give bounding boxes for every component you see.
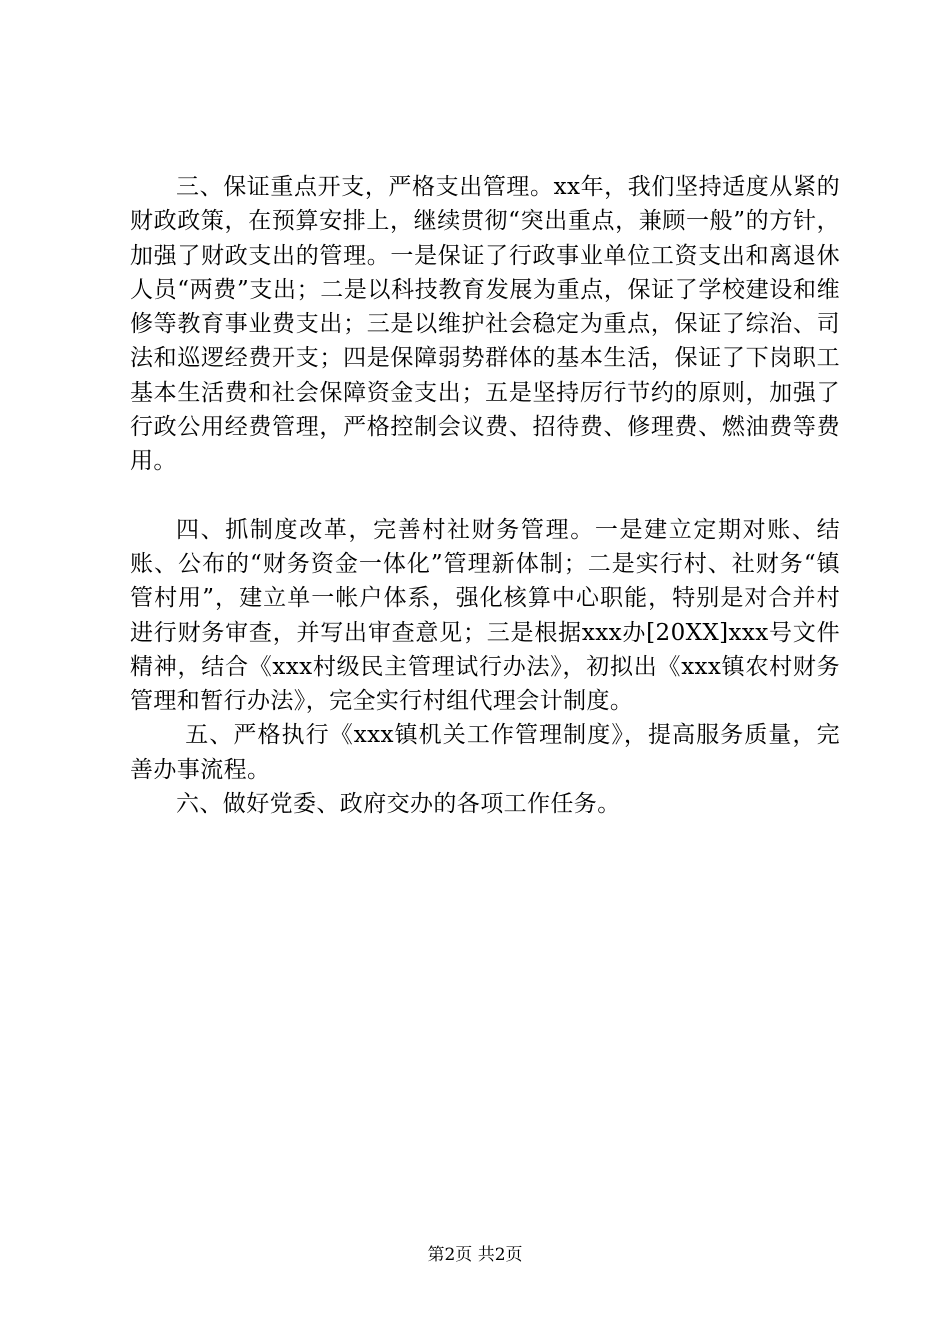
paragraph-work-system: 五、严格执行《xxx镇机关工作管理制度》，提高服务质量，完善办事流程。: [130, 722, 840, 783]
paragraph-expenditure-management: 三、保证重点开支，严格支出管理。xx年，我们坚持适度从紧的财政政策，在预算安排上，继续贯彻“突出重点，兼顾一般”的方针，加强了财政支出的管理。一是保证了行政事业单位工资支出和离退休人员“两费”支出；二是以科技教育发展为重点，保证了学校建设和维修等教育事业费支出；三是以维护社会稳定为重点，保证了综治、司法和巡逻经费开支；四是保障弱势群体的基本生活，保证了下岗职工基本生活费和社会保障资金支出；五是坚持厉行节约的原则，加强了行政公用经费管理，严格控制会议费、招待费、修理费、燃油费等费用。: [130, 174, 840, 475]
paragraph-spacer: [130, 479, 840, 513]
page-number-footer: 第2页 共2页: [427, 1245, 523, 1265]
document-body: [130, 170, 840, 821]
paragraph-village-finance: 四、抓制度改革，完善村社财务管理。一是建立定期对账、结账、公布的“财务资金一体化”管理新体制；二是实行村、社财务“镇管村用”，建立单一帐户体系，强化核算中心职能，特别是对合并村进行财务审查，并写出审查意见；三是根据xxx办[20XX]xxx号文件精神，结合《xxx村级民主管理试行办法》，初拟出《xxx镇农村财务管理和暂行办法》，完全实行村组代理会计制度。: [130, 516, 840, 715]
paragraph-assigned-tasks: 六、做好党委、政府交办的各项工作任务。: [176, 791, 621, 818]
